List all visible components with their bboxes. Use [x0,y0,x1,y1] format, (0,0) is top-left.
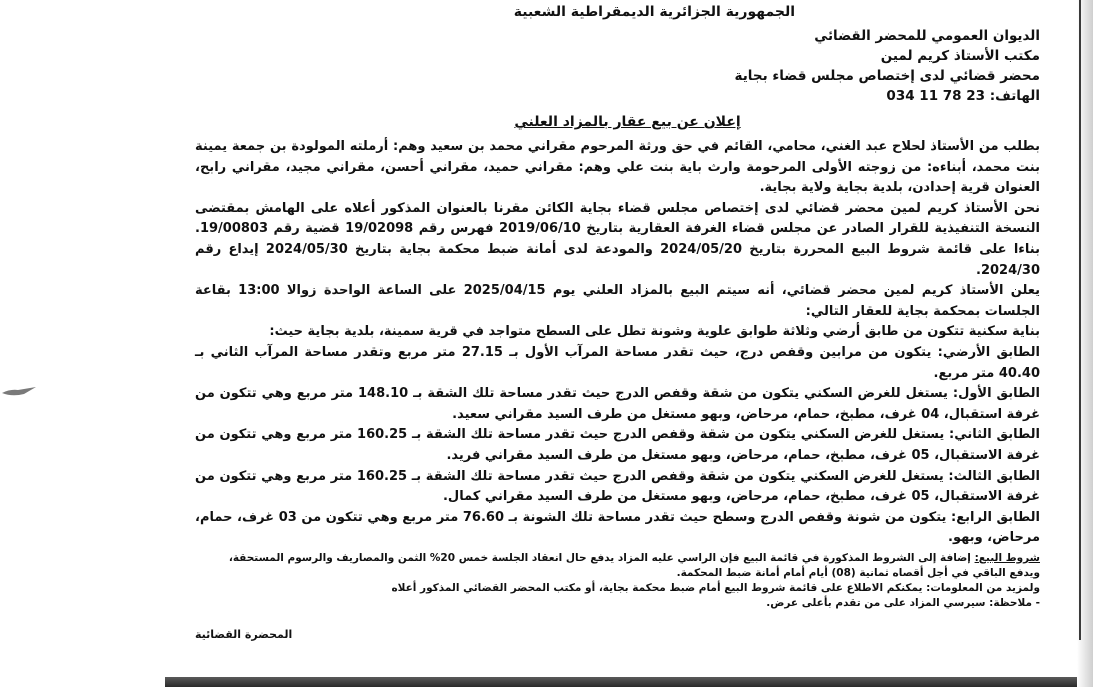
signature-label: المحضرة القضائية [195,628,293,641]
page-border-line [1079,0,1081,640]
phone-label: الهاتف: [989,88,1040,104]
country-heading: الجمهورية الجزائرية الديمقراطية الشعبية [513,4,795,20]
sale-notes [195,551,1040,611]
jurisdiction-line: محضر قضائي لدى إختصاص مجلس قضاء بجاية [734,68,1040,84]
document-title: إعلان عن بيع عقار بالمزاد العلني [514,114,741,130]
paragraph-first-floor: الطابق الأول: يستغل للغرض السكني يتكون من شقة وقفص الدرج حيث تقدر مساحة تلك الشقة بـ 148.10 متر مربع وهي تتكون من غرفة استقبال، 04 غرف، مطبخ، حمام، مرحاض، وبهو مستغل من طرف السيد مقراني سعيد. [195,386,1040,422]
paragraph-third-floor: الطابق الثالث: يستغل للغرض السكني يتكون من شقة وقفص الدرج حيث تقدر مساحة تلك الشقة بـ 160.25 متر مربع وهي تتكون من غرفة الاستقبال، 05 غرف، مطبخ، حمام، مرحاض، وبهو مستغل من طرف السيد مقراني كمال. [195,468,1040,505]
scan-margin-left [0,0,165,687]
paragraph-authority: نحن الأستاذ كريم لمين محضر قضائي لدى إختصاص مجلس قضاء بجاية الكائن مقرنا بالعنوان المذكور أعلاه على الهامش بمقتضى النسخة التنفيذية للقرار الصادر عن مجلس قضاء الغرفة العقارية بتاريخ 2019/06/10 فهرس رقم 19/02098 قضية رقم 19/00803. بناءا على قائمة شروط البيع المحررة بتاريخ 2024/05/20 والمودعة لدى أمانة ضبط محكمة بجاية بتاريخ 2024/05/30 إيداع رقم 2024/30. [195,200,1040,278]
conditions-label: شروط البيع: [974,551,1040,564]
conditions-text: إضافة إلى الشروط المذكورة في قائمة البيع فإن الراسي عليه المزاد يدفع حال انعقاد الجلسة خمس 20% الثمن والمصاريف والرسوم المستحقة، ويدفع الباقي في أجل أقصاه ثمانية (08) أيام أمام أمانة ضبط المحكمة. [228,551,1040,579]
office-name: الديوان العمومي للمحضر القضائي [814,28,1040,44]
scan-edge-bottom [165,677,1077,687]
sale-conditions [195,551,1040,581]
phone-number: 034 11 78 23 [886,88,986,104]
paragraph-request: بطلب من الأستاذ لحلاح عبد الغني، محامي، القائم في حق ورثة المرحوم مقراني محمد بن سعيد وهم: أرملته المولودة بن جمعة يمينة بنت محمد، أبناءه: من زوجته الأولى المرحومة وارث باية بنت علي وهم: مقراني حميد، مقراني أحسن، مقراني مجيد، مقراني رابح، العنوان قرية إحدادن، بلدية بجاية ولاية بجاية. [195,139,1040,196]
document-page [165,0,1078,677]
remark: - ملاحظة: سيرسي المزاد على من تقدم بأعلى عرض. [766,596,1040,609]
document-content [195,4,1040,611]
paragraph-fourth-floor: الطابق الرابع: يتكون من شونة وقفص الدرج وسطح حيث تقدر مساحة تلك الشونة بـ 76.60 متر مربع وهي تتكون من 03 غرف، حمام، مرحاض، وبهو. [195,509,1041,546]
paragraph-building: بناية سكنية تتكون من طابق أرضي وثلاثة طوابق علوية وشونة تطل على السطح متواجد في قرية سمينة، بلدية بجاية حيث: [269,324,1040,340]
more-info: ولمزيد من المعلومات: يمكنكم الاطلاع على قائمة شروط البيع أمام ضبط محكمة بجاية، أو مكتب المحضر القضائي المذكور أعلاه [391,581,1040,594]
paragraph-sale-date: يعلن الأستاذ كريم لمين محضر قضائي، أنه سيتم البيع بالمزاد العلني يوم 2025/04/15 على الساعة الواحدة زوالا 13:00 بقاعة الجلسات بمحكمة بجاية للعقار التالي: [195,283,1040,319]
scan-smudge [2,386,36,398]
paragraph-second-floor: الطابق الثاني: يستغل للغرض السكني يتكون من شقة وقفص الدرج حيث تقدر مساحة تلك الشقة بـ 160.25 متر مربع وهي تتكون من غرفة الاستقبال، 05 غرف، مطبخ، حمام، مرحاض، وبهو مستغل من طرف السيد مقراني فريد. [195,427,1040,463]
bureau-name: مكتب الأستاذ كريم لمين [880,48,1040,64]
phone-line [195,86,1040,106]
paragraph-ground-floor: الطابق الأرضي: يتكون من مرابين وقفص درج، حيث تقدر مساحة المرآب الأول بـ 27.15 متر مربع وتقدر مساحة المرآب الثاني بـ 40.40 متر مربع. [195,344,1041,381]
announcement-body [195,137,1040,549]
